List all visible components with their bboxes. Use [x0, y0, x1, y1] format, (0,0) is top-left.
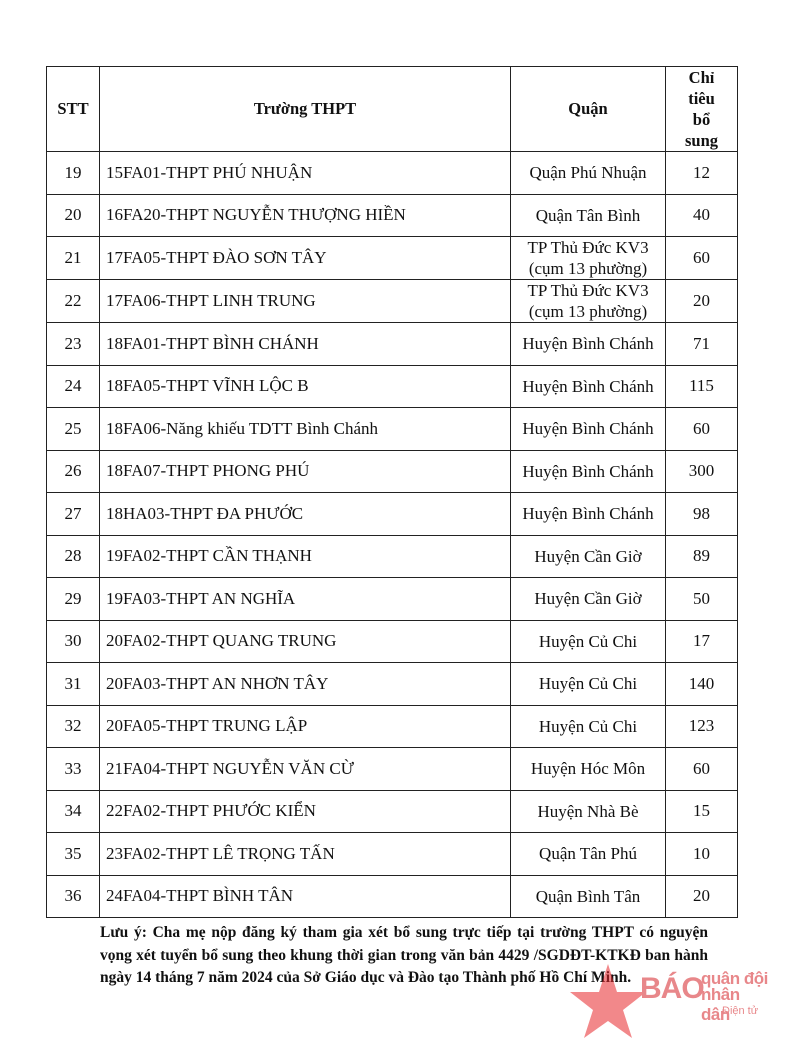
cell-stt: 33 — [47, 748, 100, 791]
cell-quota: 40 — [666, 194, 738, 237]
cell-stt: 22 — [47, 280, 100, 323]
table-row — [47, 365, 738, 408]
header-quota-line: tiêu — [688, 89, 715, 108]
district-line: Huyện Cần Giờ — [534, 589, 642, 609]
cell-school: 21FA04-THPT NGUYỄN VĂN CỪ — [100, 748, 511, 791]
district-line: Huyện Bình Chánh — [522, 461, 654, 481]
cell-district — [511, 237, 666, 280]
watermark-line2: nhân dân — [701, 985, 740, 1024]
district-line: (cụm 13 phường) — [528, 259, 648, 278]
cell-quota: 98 — [666, 493, 738, 536]
table-row — [47, 875, 738, 918]
watermark-line3: Điện tử — [722, 1005, 759, 1017]
table-row — [47, 152, 738, 195]
cell-school: 20FA02-THPT QUANG TRUNG — [100, 620, 511, 663]
cell-district — [511, 875, 666, 918]
table-row — [47, 450, 738, 493]
cell-stt: 34 — [47, 790, 100, 833]
cell-district — [511, 493, 666, 536]
cell-quota: 115 — [666, 365, 738, 408]
district-line: Huyện Củ Chi — [538, 716, 638, 736]
table-row — [47, 535, 738, 578]
cell-stt: 26 — [47, 450, 100, 493]
table-row — [47, 705, 738, 748]
table-row — [47, 748, 738, 791]
district-line: Quận Tân Phú — [539, 844, 637, 864]
cell-quota: 71 — [666, 323, 738, 366]
cell-district — [511, 152, 666, 195]
cell-school: 23FA02-THPT LÊ TRỌNG TẤN — [100, 833, 511, 876]
cell-school: 18FA07-THPT PHONG PHÚ — [100, 450, 511, 493]
table-row — [47, 833, 738, 876]
cell-quota: 50 — [666, 578, 738, 621]
district-line: Huyện Hóc Môn — [530, 759, 646, 779]
header-stt: STT — [47, 67, 100, 152]
note-text: Lưu ý: Cha mẹ nộp đăng ký tham gia xét bổ sung trực tiếp tại trường THPT có nguyện vọng xét tuyển bổ sung theo khung thời gian trong văn bản 4429 /SGDĐT-KTKĐ ban hành ngày 14 tháng 7 năm 2024 của Sở Giáo dục và Đào tạo Thành phố Hồ Chí Minh. — [100, 924, 708, 986]
cell-quota: 123 — [666, 705, 738, 748]
cell-school: 18HA03-THPT ĐA PHƯỚC — [100, 493, 511, 536]
table-row — [47, 408, 738, 451]
cell-stt: 27 — [47, 493, 100, 536]
watermark-line1: quân đội — [701, 969, 768, 988]
district-line: Huyện Nhà Bè — [537, 801, 639, 821]
cell-district — [511, 280, 666, 323]
cell-stt: 29 — [47, 578, 100, 621]
cell-school: 16FA20-THPT NGUYỄN THƯỢNG HIỀN — [100, 194, 511, 237]
cell-district — [511, 194, 666, 237]
header-quota-line: sung — [684, 131, 719, 150]
cell-district — [511, 790, 666, 833]
cell-quota: 89 — [666, 535, 738, 578]
header-quota — [666, 67, 738, 152]
cell-quota: 60 — [666, 408, 738, 451]
header-quota-line: Chỉ — [688, 68, 715, 87]
cell-quota: 300 — [666, 450, 738, 493]
cell-quota: 15 — [666, 790, 738, 833]
table-row — [47, 790, 738, 833]
district-line: Quận Bình Tân — [535, 886, 641, 906]
cell-stt: 24 — [47, 365, 100, 408]
table-row — [47, 323, 738, 366]
cell-quota: 12 — [666, 152, 738, 195]
table-row — [47, 194, 738, 237]
district-line: Huyện Củ Chi — [538, 674, 638, 694]
header-quota-line: bổ — [692, 110, 711, 129]
table-row — [47, 663, 738, 706]
cell-quota: 60 — [666, 237, 738, 280]
district-line: Huyện Bình Chánh — [522, 334, 654, 354]
cell-stt: 36 — [47, 875, 100, 918]
cell-district — [511, 365, 666, 408]
table-row — [47, 280, 738, 323]
watermark-bao: BÁO — [640, 972, 704, 1005]
cell-school: 18FA01-THPT BÌNH CHÁNH — [100, 323, 511, 366]
cell-stt: 19 — [47, 152, 100, 195]
cell-school: 19FA03-THPT AN NGHĨA — [100, 578, 511, 621]
district-line: Quận Phú Nhuận — [529, 163, 647, 183]
cell-stt: 20 — [47, 194, 100, 237]
table-row — [47, 237, 738, 280]
cell-school: 24FA04-THPT BÌNH TÂN — [100, 875, 511, 918]
cell-quota: 20 — [666, 280, 738, 323]
district-line: Huyện Bình Chánh — [522, 504, 654, 524]
cell-school: 20FA05-THPT TRUNG LẬP — [100, 705, 511, 748]
cell-quota: 140 — [666, 663, 738, 706]
cell-district — [511, 535, 666, 578]
cell-district — [511, 450, 666, 493]
district-line: Quận Tân Bình — [535, 205, 641, 225]
cell-district — [511, 578, 666, 621]
school-quota-table — [46, 66, 738, 918]
cell-district — [511, 323, 666, 366]
table-row — [47, 620, 738, 663]
cell-stt: 35 — [47, 833, 100, 876]
cell-stt: 28 — [47, 535, 100, 578]
district-line: TP Thủ Đức KV3 — [527, 238, 649, 257]
cell-district — [511, 620, 666, 663]
district-line: TP Thủ Đức KV3 — [527, 281, 649, 300]
cell-stt: 30 — [47, 620, 100, 663]
cell-district — [511, 833, 666, 876]
district-line: Huyện Bình Chánh — [522, 419, 654, 439]
cell-school: 18FA06-Năng khiếu TDTT Bình Chánh — [100, 408, 511, 451]
cell-stt: 31 — [47, 663, 100, 706]
star-logo-icon — [568, 962, 648, 1042]
cell-district — [511, 705, 666, 748]
header-school: Trường THPT — [100, 67, 511, 152]
table-row — [47, 493, 738, 536]
cell-quota: 10 — [666, 833, 738, 876]
table-row — [47, 578, 738, 621]
cell-school: 17FA05-THPT ĐÀO SƠN TÂY — [100, 237, 511, 280]
district-line: Huyện Bình Chánh — [522, 376, 654, 396]
cell-stt: 21 — [47, 237, 100, 280]
cell-quota: 60 — [666, 748, 738, 791]
header-district: Quận — [511, 67, 666, 152]
cell-school: 15FA01-THPT PHÚ NHUẬN — [100, 152, 511, 195]
cell-stt: 25 — [47, 408, 100, 451]
table-header-row — [47, 67, 738, 152]
table-body — [47, 152, 738, 918]
newspaper-watermark — [568, 962, 768, 1042]
cell-district — [511, 748, 666, 791]
cell-school: 19FA02-THPT CẦN THẠNH — [100, 535, 511, 578]
district-line: Huyện Cần Giờ — [534, 546, 642, 566]
district-line: (cụm 13 phường) — [528, 302, 648, 321]
cell-school: 17FA06-THPT LINH TRUNG — [100, 280, 511, 323]
cell-district — [511, 663, 666, 706]
cell-district — [511, 408, 666, 451]
cell-school: 18FA05-THPT VĨNH LỘC B — [100, 365, 511, 408]
cell-stt: 32 — [47, 705, 100, 748]
district-line: Huyện Củ Chi — [538, 631, 638, 651]
cell-quota: 20 — [666, 875, 738, 918]
cell-school: 20FA03-THPT AN NHƠN TÂY — [100, 663, 511, 706]
cell-stt: 23 — [47, 323, 100, 366]
cell-quota: 17 — [666, 620, 738, 663]
cell-school: 22FA02-THPT PHƯỚC KIỂN — [100, 790, 511, 833]
